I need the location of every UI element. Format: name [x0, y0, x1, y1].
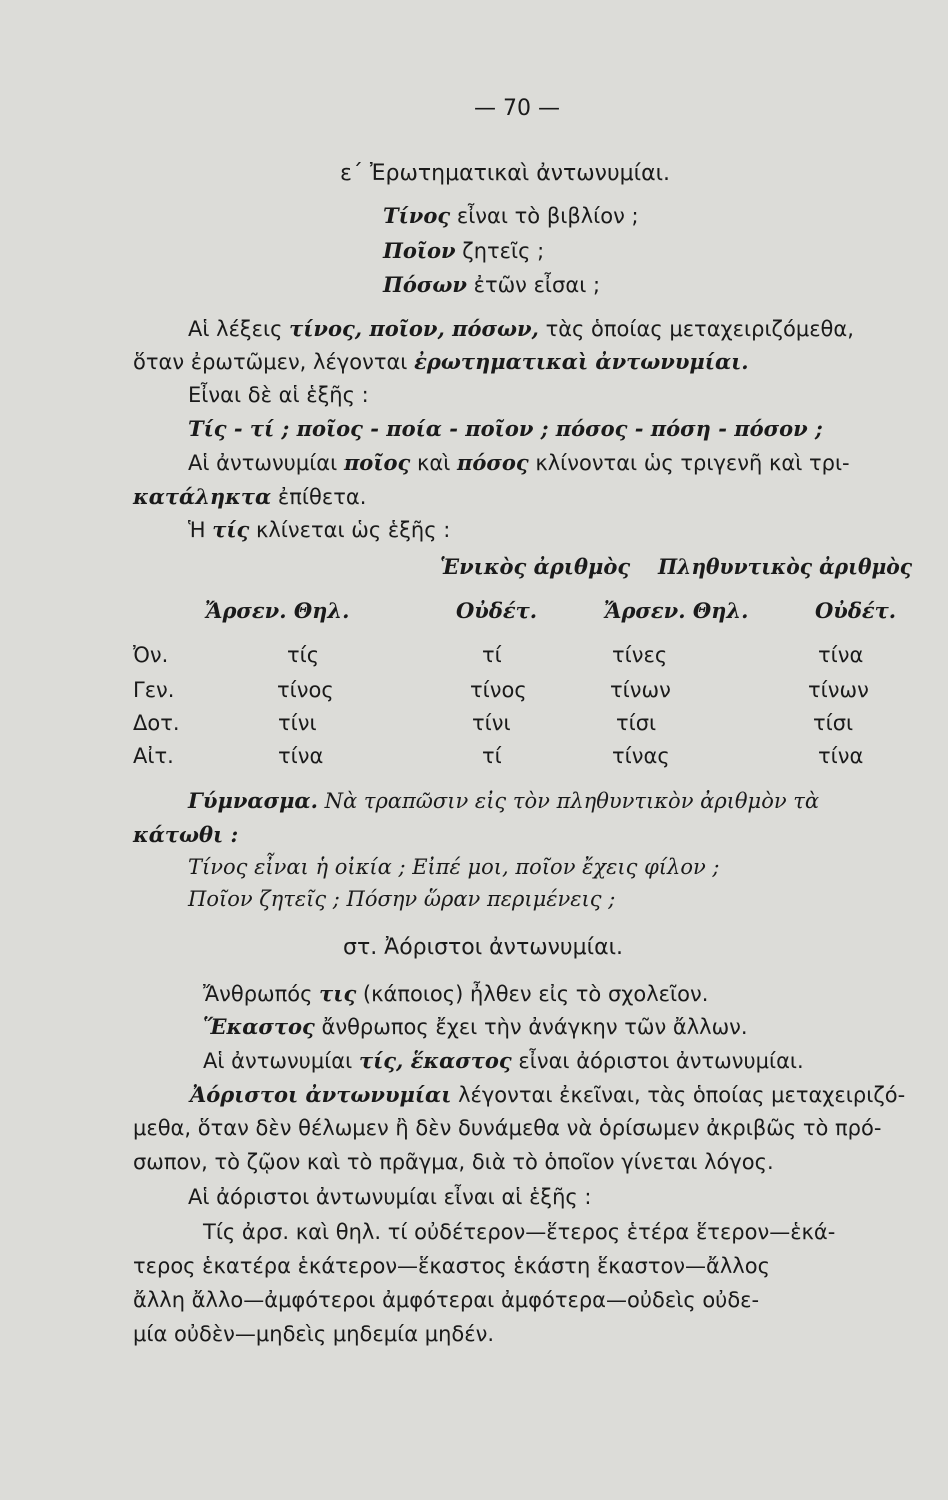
section-e-heading: ε΄ Ἐρωτηματικαὶ ἀντωνυμίαι.	[340, 161, 671, 186]
case-label: Αἰτ.	[133, 744, 174, 768]
paragraph-line	[190, 1084, 905, 1106]
table-cell: τίνα	[278, 744, 324, 768]
pronoun-forms-line: Τίς - τί ; ποῖος - ποία - ποῖον ; πόσος - πόση - πόσον ;	[188, 416, 823, 441]
emphasis: τίς	[212, 517, 250, 542]
text: Αἱ ἀντωνυμίαι	[188, 451, 338, 475]
emphasis: τίς, ἕκαστος	[358, 1048, 512, 1073]
table-cell: τίνος	[277, 678, 334, 702]
page-number: — 70 —	[474, 96, 560, 121]
text: Ἡ	[188, 518, 206, 542]
text: τὰς ὁποίας μεταχειριζόμεθα,	[545, 317, 854, 341]
text: Αἱ λέξεις	[188, 317, 283, 341]
text: ἐπίθετα.	[277, 485, 367, 509]
paragraph-line: Αἱ ἀόριστοι ἀντωνυμίαι εἶναι αἱ ἑξῆς :	[188, 1185, 592, 1209]
example-line	[383, 205, 639, 227]
emphasis: ποῖος	[343, 450, 411, 475]
paragraph-line: μία οὐδὲν—μηδεὶς μηδεμία μηδέν.	[133, 1322, 495, 1346]
exercise-line: κάτωθι :	[133, 822, 239, 847]
table-cell: τίνα	[818, 744, 864, 768]
exercise-line	[188, 790, 819, 812]
paragraph-line: Τίς ἀρσ. καὶ θηλ. τί οὐδέτερον—ἕτερος ἑτέρα ἕτερον—ἑκά-	[203, 1220, 836, 1244]
table-cell: τίς	[287, 643, 320, 667]
emphasis: Ποῖον	[383, 238, 456, 263]
paragraph-line: τερος ἑκατέρα ἑκάτερον—ἕκαστος ἑκάστη ἕκαστον—ἄλλος	[133, 1254, 770, 1278]
table-cell: τίνας	[612, 744, 670, 768]
emphasis: πόσος	[456, 450, 529, 475]
example-line	[383, 274, 600, 296]
text: εἶναι τὸ βιβλίον ;	[456, 204, 639, 228]
table-cell: τίνι	[472, 711, 511, 735]
text: (κάποιος) ἦλθεν εἰς τὸ σχολεῖον.	[362, 982, 709, 1006]
emphasis: Ἕκαστος	[203, 1014, 315, 1039]
singular-number-header: Ἑνικὸς ἀριθμὸς	[440, 554, 631, 579]
paragraph-line	[133, 351, 749, 373]
paragraph-line: ἄλλη ἄλλο—ἀμφότεροι ἀμφότεραι ἀμφότερα—οὐδεὶς οὐδε-	[133, 1288, 760, 1312]
case-label: Ὀν.	[133, 643, 169, 667]
emphasis: Πόσων	[383, 272, 467, 297]
text: κλίνεται ὡς ἑξῆς :	[256, 518, 451, 542]
paragraph-line	[188, 318, 854, 340]
text: Νὰ τραπῶσιν εἰς τὸν πληθυντικὸν ἀριθμὸν τὰ	[324, 789, 820, 813]
table-cell: τίνα	[818, 643, 864, 667]
text: ὅταν ἐρωτῶμεν, λέγονται	[133, 350, 408, 374]
table-cell: τίνων	[808, 678, 869, 702]
paragraph-line	[188, 519, 450, 541]
case-label: Γεν.	[133, 678, 175, 702]
emphasis: Τίνος	[383, 203, 451, 228]
emphasis: τίνος, ποῖον, πόσων,	[289, 316, 539, 341]
text: λέγονται ἐκεῖναι, τὰς ὁποίας μεταχειριζό-	[458, 1083, 906, 1107]
text: κλίνονται ὡς τριγενῆ καὶ τρι-	[535, 451, 850, 475]
paragraph-line	[188, 452, 850, 474]
emphasis: κατάληκτα	[133, 484, 272, 509]
table-cell: τίνι	[278, 711, 317, 735]
table-cell: τίνες	[612, 643, 668, 667]
table-cell: τίνος	[470, 678, 527, 702]
section-st-heading: στ. Ἀόριστοι ἀντωνυμίαι.	[343, 935, 624, 960]
table-cell: τίσι	[616, 711, 657, 735]
column-header: Οὐδέτ.	[815, 598, 897, 623]
case-label: Δοτ.	[133, 711, 180, 735]
table-cell: τί	[482, 744, 502, 768]
exercise-line: Τίνος εἶναι ἡ οἰκία ; Εἰπέ μοι, ποῖον ἔχεις φίλον ;	[188, 855, 720, 879]
text: εἶναι ἀόριστοι ἀντωνυμίαι.	[518, 1049, 804, 1073]
paragraph-line: Εἶναι δὲ αἱ ἑξῆς :	[188, 383, 369, 407]
table-cell: τίσι	[813, 711, 854, 735]
exercise-line: Ποῖον ζητεῖς ; Πόσην ὥραν περιμένεις ;	[188, 887, 616, 911]
text: Αἱ ἀντωνυμίαι	[203, 1049, 353, 1073]
paragraph-line	[203, 983, 708, 1005]
text: καὶ	[416, 451, 451, 475]
paragraph-line: μεθα, ὅταν δὲν θέλωμεν ἢ δὲν δυνάμεθα νὰ ὁρίσωμεν ἀκριβῶς τὸ πρό-	[133, 1116, 882, 1140]
paragraph-line	[203, 1050, 804, 1072]
exercise-label: Γύμνασμα.	[188, 788, 318, 813]
emphasis: Ἀόριστοι ἀντωνυμίαι	[190, 1082, 452, 1107]
text: ἐτῶν εἶσαι ;	[473, 273, 601, 297]
table-cell: τίνων	[610, 678, 671, 702]
plural-number-header: Πληθυντικὸς ἀριθμὸς	[658, 554, 913, 579]
emphasis: ἐρωτηματικαὶ ἀντωνυμίαι.	[414, 349, 749, 374]
column-header: Ἄρσεν. Θηλ.	[205, 598, 350, 623]
column-header: Ἄρσεν. Θηλ.	[604, 598, 749, 623]
paragraph-line	[203, 1016, 748, 1038]
text: Ἄνθρωπός	[203, 982, 313, 1006]
paragraph-line	[133, 486, 366, 508]
paragraph-line: σωπον, τὸ ζῷον καὶ τὸ πρᾶγμα, διὰ τὸ ὁποῖον γίνεται λόγος.	[133, 1150, 774, 1174]
example-line	[383, 240, 544, 262]
column-header: Οὐδέτ.	[456, 598, 538, 623]
text: ζητεῖς ;	[462, 239, 545, 263]
table-cell: τί	[482, 643, 502, 667]
text: ἄνθρωπος ἔχει τὴν ἀνάγκην τῶν ἄλλων.	[321, 1015, 748, 1039]
emphasis: τις	[319, 981, 357, 1006]
